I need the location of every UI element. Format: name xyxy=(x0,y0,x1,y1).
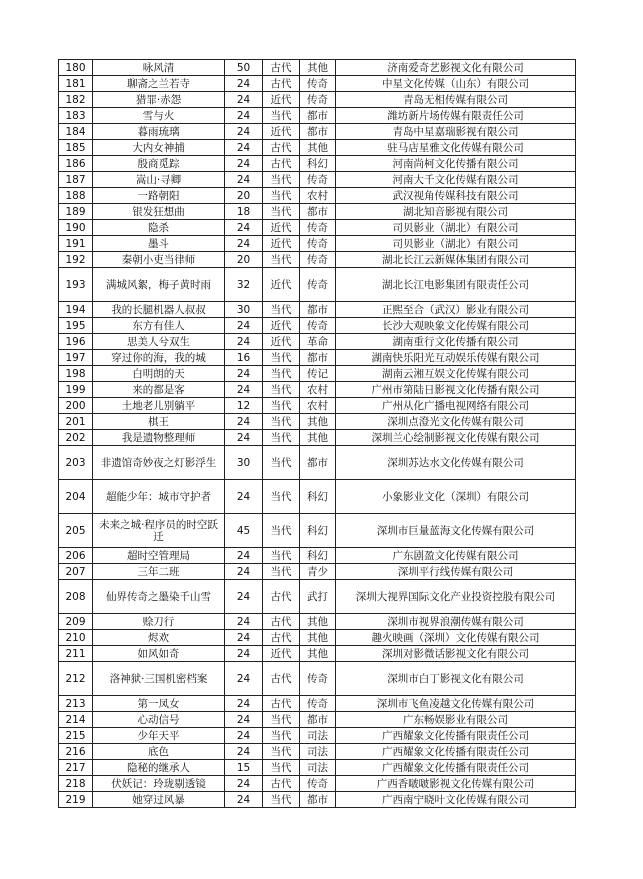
episode-count-cell: 24 xyxy=(225,92,263,108)
company-cell: 湖北知音影视有限公司 xyxy=(336,204,576,220)
episode-count-cell: 24 xyxy=(225,236,263,252)
drama-title-cell: 未来之城·程序员的时空跃迁 xyxy=(93,514,225,548)
genre-cell: 其他 xyxy=(300,646,336,662)
table-row xyxy=(59,156,576,172)
genre-cell: 农村 xyxy=(300,188,336,204)
company-cell: 广西耀象文化传播有限责任公司 xyxy=(336,728,576,744)
era-cell: 近代 xyxy=(263,236,300,252)
episode-count-cell: 30 xyxy=(225,446,263,480)
episode-count-cell: 24 xyxy=(225,744,263,760)
company-cell: 深圳市视界浪潮传媒有限公司 xyxy=(336,614,576,630)
genre-cell: 科幻 xyxy=(300,156,336,172)
genre-cell: 传奇 xyxy=(300,76,336,92)
drama-title-cell: 棋王 xyxy=(93,414,225,430)
episode-count-cell: 24 xyxy=(225,124,263,140)
genre-cell: 都市 xyxy=(300,712,336,728)
drama-title-cell: 伏妖记：玲珑剔透镜 xyxy=(93,776,225,792)
drama-title-cell: 穿过你的海，我的城 xyxy=(93,350,225,366)
table-row xyxy=(59,646,576,662)
company-cell: 湖南云湘互娱文化传媒有限公司 xyxy=(336,366,576,382)
row-number-cell: 187 xyxy=(59,172,93,188)
row-number-cell: 217 xyxy=(59,760,93,776)
genre-cell: 司法 xyxy=(300,744,336,760)
era-cell: 当代 xyxy=(263,398,300,414)
drama-registry-table xyxy=(58,59,576,808)
drama-title-cell: 猎罪·赤怨 xyxy=(93,92,225,108)
genre-cell: 传奇 xyxy=(300,220,336,236)
company-cell: 河南大千文化传媒有限公司 xyxy=(336,172,576,188)
table-row xyxy=(59,564,576,580)
era-cell: 当代 xyxy=(263,302,300,318)
genre-cell: 其他 xyxy=(300,630,336,646)
table-row xyxy=(59,514,576,548)
genre-cell: 革命 xyxy=(300,334,336,350)
table-row xyxy=(59,236,576,252)
era-cell: 当代 xyxy=(263,548,300,564)
row-number-cell: 206 xyxy=(59,548,93,564)
table-row xyxy=(59,60,576,76)
table-row xyxy=(59,350,576,366)
row-number-cell: 185 xyxy=(59,140,93,156)
genre-cell: 青少 xyxy=(300,564,336,580)
era-cell: 当代 xyxy=(263,252,300,268)
genre-cell: 科幻 xyxy=(300,480,336,514)
genre-cell: 传记 xyxy=(300,366,336,382)
genre-cell: 都市 xyxy=(300,446,336,480)
genre-cell: 传奇 xyxy=(300,318,336,334)
table-row xyxy=(59,744,576,760)
row-number-cell: 213 xyxy=(59,696,93,712)
table-row xyxy=(59,398,576,414)
episode-count-cell: 24 xyxy=(225,480,263,514)
era-cell: 当代 xyxy=(263,446,300,480)
drama-title-cell: 思美人兮双生 xyxy=(93,334,225,350)
genre-cell: 司法 xyxy=(300,760,336,776)
era-cell: 当代 xyxy=(263,728,300,744)
company-cell: 深圳市白丁影视文化有限公司 xyxy=(336,662,576,696)
genre-cell: 传奇 xyxy=(300,662,336,696)
row-number-cell: 210 xyxy=(59,630,93,646)
episode-count-cell: 24 xyxy=(225,382,263,398)
table-row xyxy=(59,662,576,696)
episode-count-cell: 24 xyxy=(225,776,263,792)
drama-title-cell: 三年二班 xyxy=(93,564,225,580)
table-row xyxy=(59,92,576,108)
row-number-cell: 196 xyxy=(59,334,93,350)
episode-count-cell: 15 xyxy=(225,760,263,776)
drama-title-cell: 白明朗的天 xyxy=(93,366,225,382)
company-cell: 深圳兰心绘制影视文化传媒有限公司 xyxy=(336,430,576,446)
genre-cell: 其他 xyxy=(300,430,336,446)
genre-cell: 传奇 xyxy=(300,252,336,268)
company-cell: 广州从化广播电视网络有限公司 xyxy=(336,398,576,414)
table-row xyxy=(59,414,576,430)
company-cell: 司贝影业（湖北）有限公司 xyxy=(336,236,576,252)
episode-count-cell: 16 xyxy=(225,350,263,366)
table-row xyxy=(59,108,576,124)
genre-cell: 科幻 xyxy=(300,548,336,564)
company-cell: 潍坊新片场传媒有限责任公司 xyxy=(336,108,576,124)
genre-cell: 传奇 xyxy=(300,776,336,792)
episode-count-cell: 20 xyxy=(225,252,263,268)
row-number-cell: 194 xyxy=(59,302,93,318)
era-cell: 古代 xyxy=(263,156,300,172)
table-row xyxy=(59,366,576,382)
era-cell: 近代 xyxy=(263,646,300,662)
company-cell: 司贝影业（湖北）有限公司 xyxy=(336,220,576,236)
row-number-cell: 198 xyxy=(59,366,93,382)
genre-cell: 农村 xyxy=(300,382,336,398)
episode-count-cell: 24 xyxy=(225,414,263,430)
company-cell: 深圳平行线传媒有限公司 xyxy=(336,564,576,580)
table-row xyxy=(59,204,576,220)
drama-title-cell: 东方有佳人 xyxy=(93,318,225,334)
row-number-cell: 182 xyxy=(59,92,93,108)
era-cell: 当代 xyxy=(263,564,300,580)
company-cell: 深圳对影微话影视文化有限公司 xyxy=(336,646,576,662)
era-cell: 古代 xyxy=(263,140,300,156)
episode-count-cell: 24 xyxy=(225,580,263,614)
episode-count-cell: 24 xyxy=(225,108,263,124)
company-cell: 湖南重行文化传播有限公司 xyxy=(336,334,576,350)
genre-cell: 都市 xyxy=(300,108,336,124)
episode-count-cell: 24 xyxy=(225,696,263,712)
row-number-cell: 199 xyxy=(59,382,93,398)
era-cell: 当代 xyxy=(263,382,300,398)
row-number-cell: 207 xyxy=(59,564,93,580)
row-number-cell: 204 xyxy=(59,480,93,514)
company-cell: 武汉视角传媒科技有限公司 xyxy=(336,188,576,204)
row-number-cell: 188 xyxy=(59,188,93,204)
row-number-cell: 197 xyxy=(59,350,93,366)
drama-title-cell: 超能少年：城市守护者 xyxy=(93,480,225,514)
era-cell: 近代 xyxy=(263,334,300,350)
table-row xyxy=(59,630,576,646)
episode-count-cell: 24 xyxy=(225,140,263,156)
genre-cell: 传奇 xyxy=(300,172,336,188)
company-cell: 趣火映画（深圳）文化传媒有限公司 xyxy=(336,630,576,646)
drama-title-cell: 殷商觅踪 xyxy=(93,156,225,172)
era-cell: 当代 xyxy=(263,760,300,776)
episode-count-cell: 24 xyxy=(225,564,263,580)
table-row xyxy=(59,140,576,156)
drama-title-cell: 暮雨琉璃 xyxy=(93,124,225,140)
company-cell: 正熙至合（武汉）影业有限公司 xyxy=(336,302,576,318)
drama-title-cell: 非遗馆奇妙夜之灯影浮生 xyxy=(93,446,225,480)
episode-count-cell: 12 xyxy=(225,398,263,414)
row-number-cell: 180 xyxy=(59,60,93,76)
drama-title-cell: 超时空管理局 xyxy=(93,548,225,564)
era-cell: 古代 xyxy=(263,60,300,76)
genre-cell: 都市 xyxy=(300,204,336,220)
era-cell: 近代 xyxy=(263,124,300,140)
table-row xyxy=(59,728,576,744)
table-row xyxy=(59,792,576,808)
drama-title-cell: 嵩山·寻卿 xyxy=(93,172,225,188)
table-row xyxy=(59,382,576,398)
drama-title-cell: 心动信号 xyxy=(93,712,225,728)
drama-title-cell: 银发狂想曲 xyxy=(93,204,225,220)
drama-title-cell: 如风如奇 xyxy=(93,646,225,662)
row-number-cell: 203 xyxy=(59,446,93,480)
genre-cell: 科幻 xyxy=(300,514,336,548)
era-cell: 古代 xyxy=(263,776,300,792)
company-cell: 广州市第陆日影视文化传播有限公司 xyxy=(336,382,576,398)
row-number-cell: 192 xyxy=(59,252,93,268)
era-cell: 古代 xyxy=(263,614,300,630)
table-row xyxy=(59,430,576,446)
company-cell: 深圳市巨量蓝海文化传媒有限公司 xyxy=(336,514,576,548)
era-cell: 当代 xyxy=(263,414,300,430)
era-cell: 古代 xyxy=(263,696,300,712)
era-cell: 当代 xyxy=(263,744,300,760)
episode-count-cell: 18 xyxy=(225,204,263,220)
era-cell: 当代 xyxy=(263,514,300,548)
drama-title-cell: 咏风清 xyxy=(93,60,225,76)
table-row xyxy=(59,302,576,318)
company-cell: 深圳点澄光文化传媒有限公司 xyxy=(336,414,576,430)
company-cell: 广西耀象文化传播有限责任公司 xyxy=(336,744,576,760)
drama-title-cell: 我的长腿机器人叔叔 xyxy=(93,302,225,318)
genre-cell: 传奇 xyxy=(300,236,336,252)
row-number-cell: 208 xyxy=(59,580,93,614)
episode-count-cell: 30 xyxy=(225,302,263,318)
genre-cell: 司法 xyxy=(300,728,336,744)
company-cell: 小象影业文化（深圳）有限公司 xyxy=(336,480,576,514)
company-cell: 广西南宁晓叶文化传媒有限公司 xyxy=(336,792,576,808)
genre-cell: 都市 xyxy=(300,302,336,318)
row-number-cell: 202 xyxy=(59,430,93,446)
company-cell: 长沙大观映象文化传媒有限公司 xyxy=(336,318,576,334)
drama-title-cell: 大内女神捕 xyxy=(93,140,225,156)
table-row xyxy=(59,188,576,204)
episode-count-cell: 24 xyxy=(225,318,263,334)
era-cell: 当代 xyxy=(263,712,300,728)
drama-title-cell: 底色 xyxy=(93,744,225,760)
row-number-cell: 201 xyxy=(59,414,93,430)
table-row xyxy=(59,124,576,140)
episode-count-cell: 50 xyxy=(225,60,263,76)
company-cell: 青岛中星嘉瑞影视有限公司 xyxy=(336,124,576,140)
episode-count-cell: 24 xyxy=(225,548,263,564)
company-cell: 深圳苏达水文化传媒有限公司 xyxy=(336,446,576,480)
table-row xyxy=(59,252,576,268)
episode-count-cell: 24 xyxy=(225,728,263,744)
company-cell: 湖北长江云新媒体集团有限公司 xyxy=(336,252,576,268)
company-cell: 深圳市飞鱼凌越文化传媒有限公司 xyxy=(336,696,576,712)
era-cell: 古代 xyxy=(263,580,300,614)
table-row xyxy=(59,760,576,776)
era-cell: 近代 xyxy=(263,318,300,334)
genre-cell: 传奇 xyxy=(300,268,336,302)
era-cell: 当代 xyxy=(263,204,300,220)
episode-count-cell: 24 xyxy=(225,172,263,188)
episode-count-cell: 45 xyxy=(225,514,263,548)
episode-count-cell: 24 xyxy=(225,630,263,646)
drama-title-cell: 土地老儿别躺平 xyxy=(93,398,225,414)
company-cell: 中星文化传媒（山东）有限公司 xyxy=(336,76,576,92)
row-number-cell: 181 xyxy=(59,76,93,92)
era-cell: 当代 xyxy=(263,792,300,808)
era-cell: 当代 xyxy=(263,430,300,446)
table-body xyxy=(59,60,576,808)
company-cell: 湖北长江电影集团有限责任公司 xyxy=(336,268,576,302)
episode-count-cell: 24 xyxy=(225,712,263,728)
table-row xyxy=(59,172,576,188)
era-cell: 当代 xyxy=(263,350,300,366)
episode-count-cell: 20 xyxy=(225,188,263,204)
drama-title-cell: 赊刀行 xyxy=(93,614,225,630)
episode-count-cell: 24 xyxy=(225,76,263,92)
company-cell: 广东剧盈文化传媒有限公司 xyxy=(336,548,576,564)
row-number-cell: 190 xyxy=(59,220,93,236)
genre-cell: 都市 xyxy=(300,124,336,140)
table-row xyxy=(59,614,576,630)
era-cell: 当代 xyxy=(263,480,300,514)
drama-title-cell: 聊斋之兰若寺 xyxy=(93,76,225,92)
table-row xyxy=(59,712,576,728)
episode-count-cell: 24 xyxy=(225,792,263,808)
genre-cell: 其他 xyxy=(300,140,336,156)
company-cell: 深圳大视界国际文化产业投资控股有限公司 xyxy=(336,580,576,614)
episode-count-cell: 24 xyxy=(225,646,263,662)
era-cell: 当代 xyxy=(263,188,300,204)
drama-title-cell: 我是遗物整理师 xyxy=(93,430,225,446)
row-number-cell: 211 xyxy=(59,646,93,662)
era-cell: 近代 xyxy=(263,220,300,236)
table-row xyxy=(59,220,576,236)
table-row xyxy=(59,696,576,712)
genre-cell: 都市 xyxy=(300,350,336,366)
drama-title-cell: 隐杀 xyxy=(93,220,225,236)
genre-cell: 农村 xyxy=(300,398,336,414)
row-number-cell: 218 xyxy=(59,776,93,792)
era-cell: 古代 xyxy=(263,630,300,646)
row-number-cell: 195 xyxy=(59,318,93,334)
era-cell: 近代 xyxy=(263,92,300,108)
table-row xyxy=(59,480,576,514)
row-number-cell: 184 xyxy=(59,124,93,140)
drama-title-cell: 雪与火 xyxy=(93,108,225,124)
company-cell: 湖南快乐阳光互动娱乐传媒有限公司 xyxy=(336,350,576,366)
drama-title-cell: 她穿过风暴 xyxy=(93,792,225,808)
company-cell: 青岛无相传媒有限公司 xyxy=(336,92,576,108)
era-cell: 古代 xyxy=(263,662,300,696)
company-cell: 广西香啵啵影视文化传媒有限公司 xyxy=(336,776,576,792)
company-cell: 济南爱奇艺影视文化有限公司 xyxy=(336,60,576,76)
genre-cell: 其他 xyxy=(300,60,336,76)
row-number-cell: 219 xyxy=(59,792,93,808)
genre-cell: 传奇 xyxy=(300,92,336,108)
episode-count-cell: 24 xyxy=(225,430,263,446)
genre-cell: 其他 xyxy=(300,614,336,630)
row-number-cell: 193 xyxy=(59,268,93,302)
episode-count-cell: 24 xyxy=(225,220,263,236)
table-row xyxy=(59,334,576,350)
drama-title-cell: 墨斗 xyxy=(93,236,225,252)
episode-count-cell: 24 xyxy=(225,662,263,696)
episode-count-cell: 24 xyxy=(225,614,263,630)
table-row xyxy=(59,548,576,564)
row-number-cell: 183 xyxy=(59,108,93,124)
row-number-cell: 186 xyxy=(59,156,93,172)
row-number-cell: 205 xyxy=(59,514,93,548)
episode-count-cell: 24 xyxy=(225,156,263,172)
genre-cell: 传奇 xyxy=(300,696,336,712)
row-number-cell: 215 xyxy=(59,728,93,744)
genre-cell: 都市 xyxy=(300,792,336,808)
row-number-cell: 191 xyxy=(59,236,93,252)
drama-title-cell: 少年天平 xyxy=(93,728,225,744)
era-cell: 当代 xyxy=(263,366,300,382)
episode-count-cell: 24 xyxy=(225,334,263,350)
drama-title-cell: 第一凤女 xyxy=(93,696,225,712)
drama-title-cell: 秦朝小吏当律师 xyxy=(93,252,225,268)
row-number-cell: 214 xyxy=(59,712,93,728)
genre-cell: 其他 xyxy=(300,414,336,430)
drama-title-cell: 隐秘的继承人 xyxy=(93,760,225,776)
company-cell: 广东畅娱影业有限公司 xyxy=(336,712,576,728)
table-row xyxy=(59,446,576,480)
row-number-cell: 212 xyxy=(59,662,93,696)
era-cell: 当代 xyxy=(263,172,300,188)
row-number-cell: 216 xyxy=(59,744,93,760)
table-row xyxy=(59,580,576,614)
drama-title-cell: 洛神狱·三国机密档案 xyxy=(93,662,225,696)
table-row xyxy=(59,268,576,302)
era-cell: 近代 xyxy=(263,268,300,302)
drama-title-cell: 烬欢 xyxy=(93,630,225,646)
drama-title-cell: 来的都是客 xyxy=(93,382,225,398)
genre-cell: 武打 xyxy=(300,580,336,614)
episode-count-cell: 24 xyxy=(225,366,263,382)
era-cell: 古代 xyxy=(263,76,300,92)
era-cell: 当代 xyxy=(263,108,300,124)
episode-count-cell: 32 xyxy=(225,268,263,302)
drama-title-cell: 仙界传奇之墨染千山雪 xyxy=(93,580,225,614)
drama-title-cell: 一路朝阳 xyxy=(93,188,225,204)
company-cell: 广西耀象文化传播有限责任公司 xyxy=(336,760,576,776)
row-number-cell: 209 xyxy=(59,614,93,630)
row-number-cell: 200 xyxy=(59,398,93,414)
row-number-cell: 189 xyxy=(59,204,93,220)
table-row xyxy=(59,76,576,92)
table-row xyxy=(59,776,576,792)
drama-title-cell: 满城风絮，梅子黄时雨 xyxy=(93,268,225,302)
table-row xyxy=(59,318,576,334)
company-cell: 河南尚柯文化传播有限公司 xyxy=(336,156,576,172)
company-cell: 驻马店星雅文化传媒有限公司 xyxy=(336,140,576,156)
